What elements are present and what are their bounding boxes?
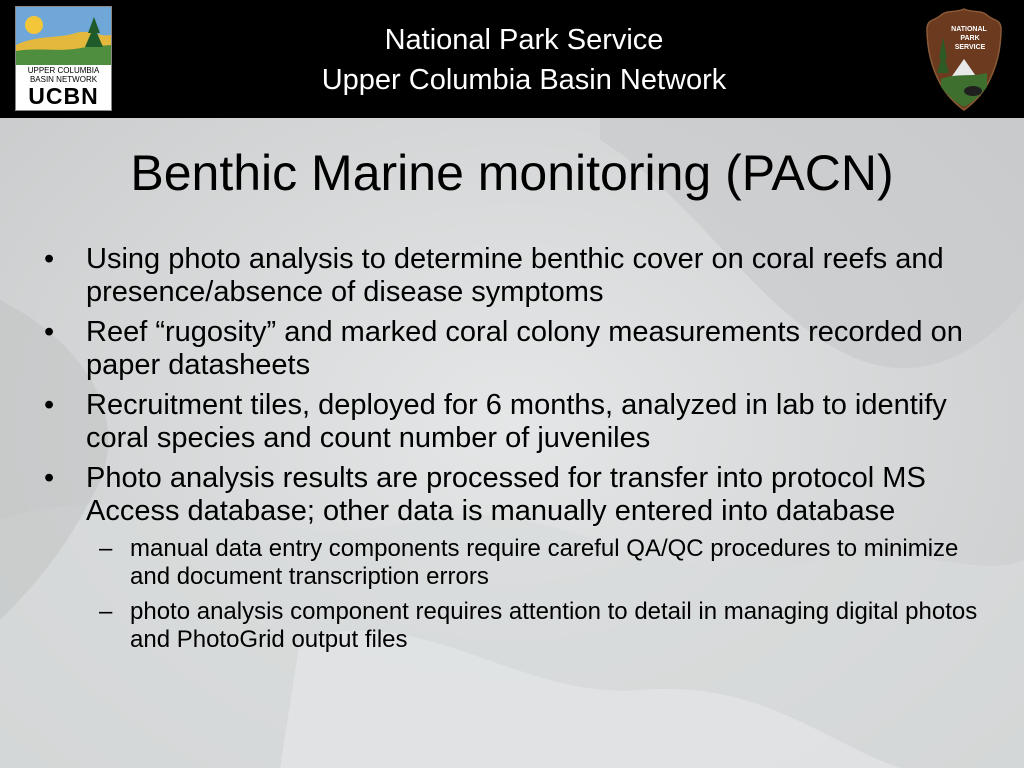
bullet-mark: • bbox=[44, 316, 55, 348]
bullet-mark: • bbox=[44, 462, 55, 494]
slide-body bbox=[44, 243, 994, 661]
slide-title: Benthic Marine monitoring (PACN) bbox=[130, 145, 894, 201]
nps-arrowhead-icon bbox=[925, 7, 1003, 112]
header-org-line2: Upper Columbia Basin Network bbox=[321, 64, 727, 96]
bullet-text: Reef “rugosity” and marked coral colony measurements recorded on paper datasheets bbox=[86, 316, 963, 381]
ucbn-logo-acronym: UCBN bbox=[28, 83, 99, 109]
sub-bullet-text: manual data entry components require careful QA/QC procedures to minimize and document transcription errors bbox=[130, 535, 959, 590]
bullet-item bbox=[44, 316, 994, 382]
bullet-mark: • bbox=[44, 389, 55, 421]
bullet-item bbox=[44, 389, 994, 455]
header-org-line1: National Park Service bbox=[384, 24, 664, 56]
bullet-item bbox=[44, 462, 994, 528]
bullet-text: Photo analysis results are processed for transfer into protocol MS Access database; other data is manually entered into database bbox=[86, 462, 926, 527]
sub-bullet-mark: – bbox=[99, 598, 113, 625]
ucbn-logo-line2: BASIN NETWORK bbox=[29, 75, 98, 84]
sub-bullet-item bbox=[44, 535, 994, 591]
ucbn-logo bbox=[15, 6, 112, 111]
bullet-mark: • bbox=[44, 243, 55, 275]
bullet-text: Using photo analysis to determine benthic cover on coral reefs and presence/absence of disease symptoms bbox=[86, 243, 944, 308]
ucbn-landscape-icon bbox=[16, 7, 111, 65]
nps-logo-line3: SERVICE bbox=[954, 44, 986, 51]
bullet-text: Recruitment tiles, deployed for 6 months, analyzed in lab to identify coral species and count number of juveniles bbox=[86, 389, 947, 454]
ucbn-logo-line1: UPPER COLUMBIA bbox=[27, 66, 100, 75]
sub-bullet-text: photo analysis component requires attention to detail in managing digital photos and PhotoGrid output files bbox=[130, 598, 978, 653]
nps-logo-line1: NATIONAL bbox=[951, 26, 987, 33]
sub-bullet-item bbox=[44, 598, 994, 654]
bullet-item bbox=[44, 243, 994, 309]
header-bar bbox=[0, 0, 1024, 118]
nps-logo-line2: PARK bbox=[960, 35, 980, 42]
sub-bullet-mark: – bbox=[99, 535, 113, 562]
